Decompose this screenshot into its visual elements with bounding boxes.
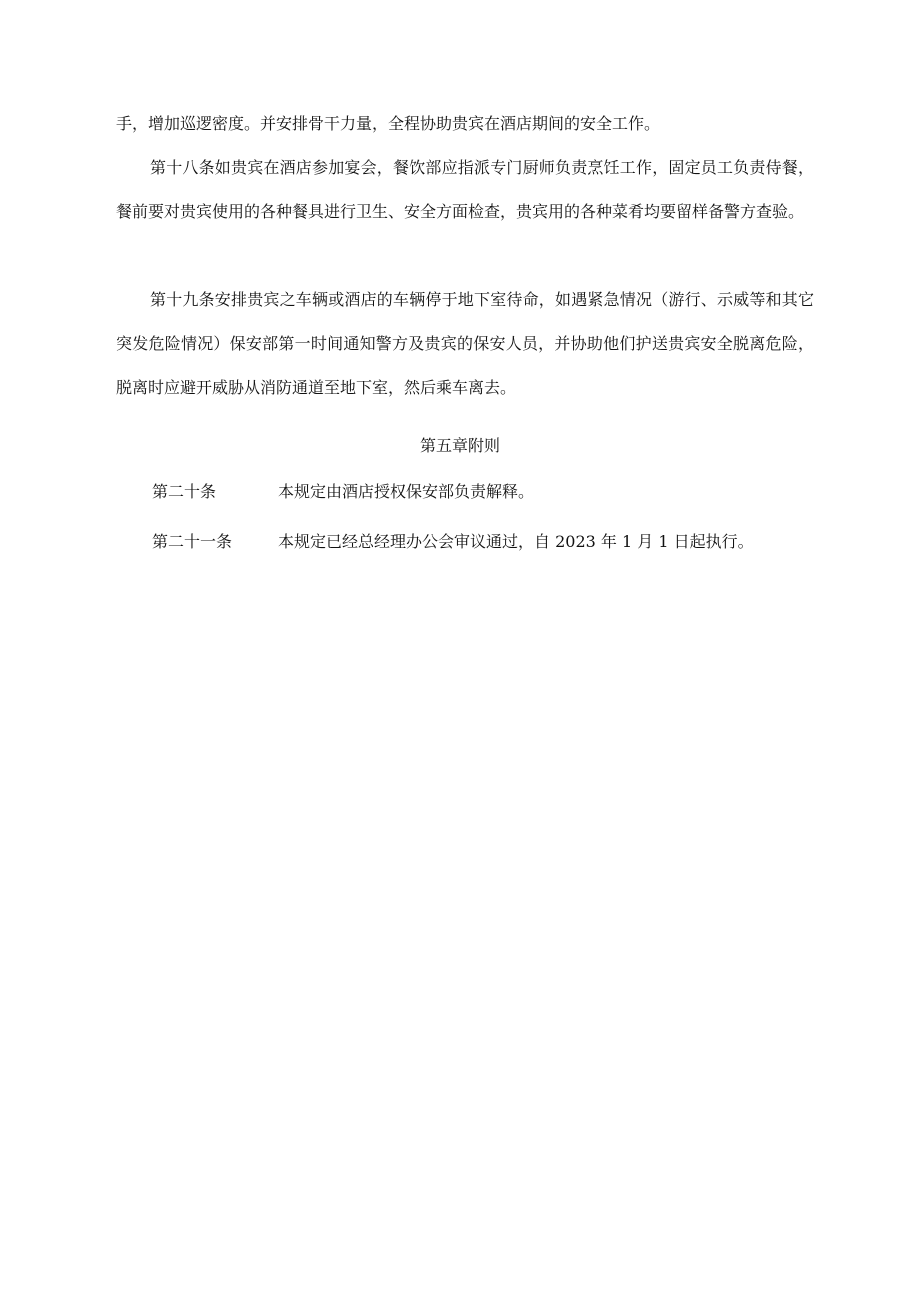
paragraph-continuation: 手，增加巡逻密度。并安排骨干力量，全程协助贵宾在酒店期间的安全工作。: [116, 114, 661, 133]
article-20: [152, 470, 814, 514]
paragraph-article-18: 第十八条如贵宾在酒店参加宴会，餐饮部应指派专门厨师负责烹饪工作，固定员工负责侍餐，餐前要对贵宾使用的各种餐具进行卫生、安全方面检查，贵宾用的各种菜肴均要留样备警方查验。: [116, 158, 814, 221]
article-number: 第二十条: [152, 482, 217, 501]
article-text: 本规定已经总经理办公会审议通过，自 2023 年 1 月 1 日起执行。: [278, 532, 754, 551]
article-text: 本规定由酒店授权保安部负责解释。: [278, 482, 535, 501]
article-number: 第二十一条: [152, 532, 233, 551]
article-21: [152, 520, 814, 564]
paragraph-article-19: 第十九条安排贵宾之车辆或酒店的车辆停于地下室待命，如遇紧急情况（游行、示威等和其它突发危险情况）保安部第一时间通知警方及贵宾的保安人员，并协助他们护送贵宾安全脱离危险，脱离时应避开威胁从消防通道至地下室，然后乘车离去。: [116, 290, 814, 397]
chapter-title: 第五章附则: [419, 436, 500, 455]
